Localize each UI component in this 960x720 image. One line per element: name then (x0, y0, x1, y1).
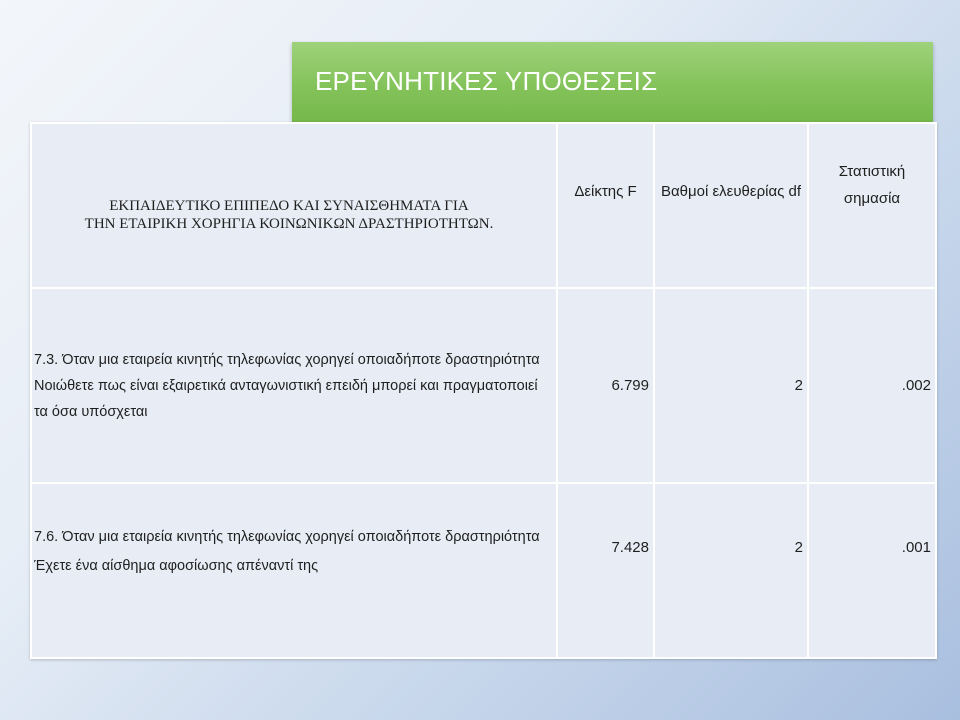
question-line: 7.6. Όταν μια εταιρεία κινητής τηλεφωνίας χορηγεί οποιαδήποτε δραστηριότητα (34, 529, 540, 545)
title-banner (292, 42, 933, 122)
header-significance-line-2: σημασία (843, 189, 901, 207)
question-line: Νοιώθετε πως είναι εξαιρετικά ανταγωνιστική επειδή μπορεί και πραγματοποιεί (34, 377, 538, 394)
df-value-cell: 2 (654, 288, 808, 483)
header-variable-line-2: ΤΗΝ ΕΤΑΙΡΙΚΗ ΧΟΡΗΓΙΑ ΚΟΙΝΩΝΙΚΩΝ ΔΡΑΣΤΗΡΙΟΤΗΤΩΝ. (84, 215, 494, 232)
question-line: τα όσα υπόσχεται (34, 403, 148, 420)
header-variable-line-1: ΕΚΠΑΙΔΕΥΤΙΚΟ ΕΠΙΠΕΔΟ ΚΑΙ ΣΥΝΑΙΣΘΗΜΑΤΑ ΓΙΑ (109, 197, 469, 214)
results-table (30, 122, 937, 659)
f-value-cell: 6.799 (557, 288, 654, 483)
table-header-row (31, 123, 936, 288)
df-value-cell: 2 (654, 483, 808, 658)
significance-value-cell: .001 (808, 483, 936, 658)
header-variable-cell (31, 123, 557, 288)
significance-value-cell: .002 (808, 288, 936, 483)
page-title: ΕΡΕΥΝΗΤΙΚΕΣ ΥΠΟΘΕΣΕΙΣ (315, 66, 658, 96)
header-f-index: Δείκτης F (557, 123, 654, 288)
question-cell (31, 288, 557, 483)
table-row (31, 288, 936, 483)
question-line: Έχετε ένα αίσθημα αφοσίωσης απέναντί της (34, 558, 319, 574)
header-degrees-of-freedom: Βαθμοί ελευθερίας df (654, 123, 808, 288)
header-significance-line-1: Στατιστική (838, 162, 906, 180)
question-line: 7.3. Όταν μια εταιρεία κινητής τηλεφωνίας χορηγεί οποιαδήποτε δραστηριότητα (34, 351, 540, 368)
header-significance (808, 123, 936, 288)
f-value-cell: 7.428 (557, 483, 654, 658)
question-cell (31, 483, 557, 658)
table-row (31, 483, 936, 658)
